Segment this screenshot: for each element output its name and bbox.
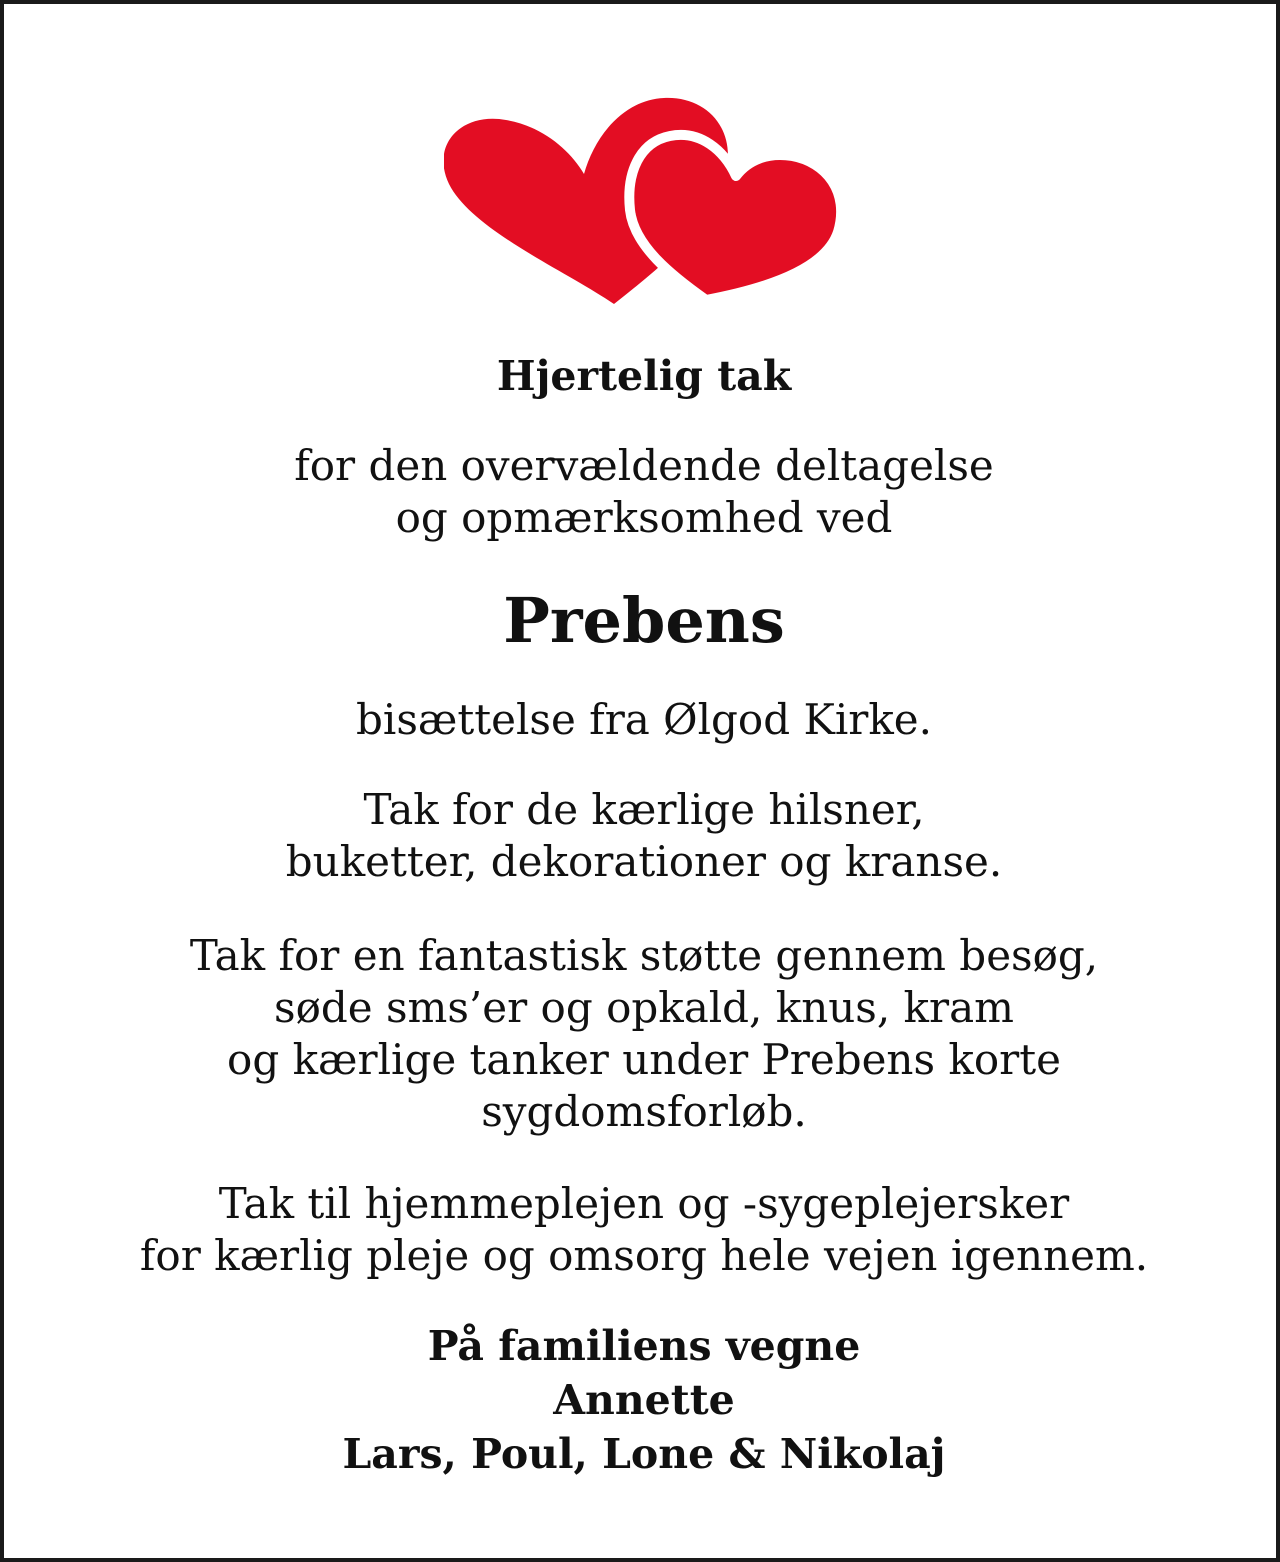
signature-line-3: Lars, Poul, Lone & Nikolaj [342, 1430, 946, 1478]
ceremony-line: bisættelse fra Ølgod Kirke. [356, 695, 932, 744]
signature-line-1: På familiens vegne [427, 1322, 861, 1370]
intro-line-2: og opmærksomhed ved [395, 493, 893, 542]
signature-line-2: Annette [553, 1376, 735, 1424]
care-line-2: for kærlig pleje og omsorg hele vejen igennem. [139, 1231, 1149, 1280]
deceased-name: Prebens [503, 584, 785, 657]
greetings-line-2: buketter, dekorationer og kranse. [285, 837, 1003, 886]
support-line-2: søde sms’er og opkald, knus, kram [274, 983, 1014, 1032]
greetings-line-1: Tak for de kærlige hilsner, [363, 785, 925, 834]
heading: Hjertelig tak [496, 352, 792, 400]
small-heart-icon [629, 135, 841, 300]
support-line-3: og kærlige tanker under Prebens korte [227, 1035, 1061, 1084]
care-line-1: Tak til hjemmeplejen og -sygeplejersker [218, 1179, 1070, 1228]
intro-line-1: for den overvældende deltagelse [294, 441, 994, 490]
support-line-4: sygdomsforløb. [481, 1087, 807, 1136]
two-hearts-icon [444, 92, 844, 312]
support-line-1: Tak for en fantastisk støtte gennem besøg, [189, 931, 1099, 980]
